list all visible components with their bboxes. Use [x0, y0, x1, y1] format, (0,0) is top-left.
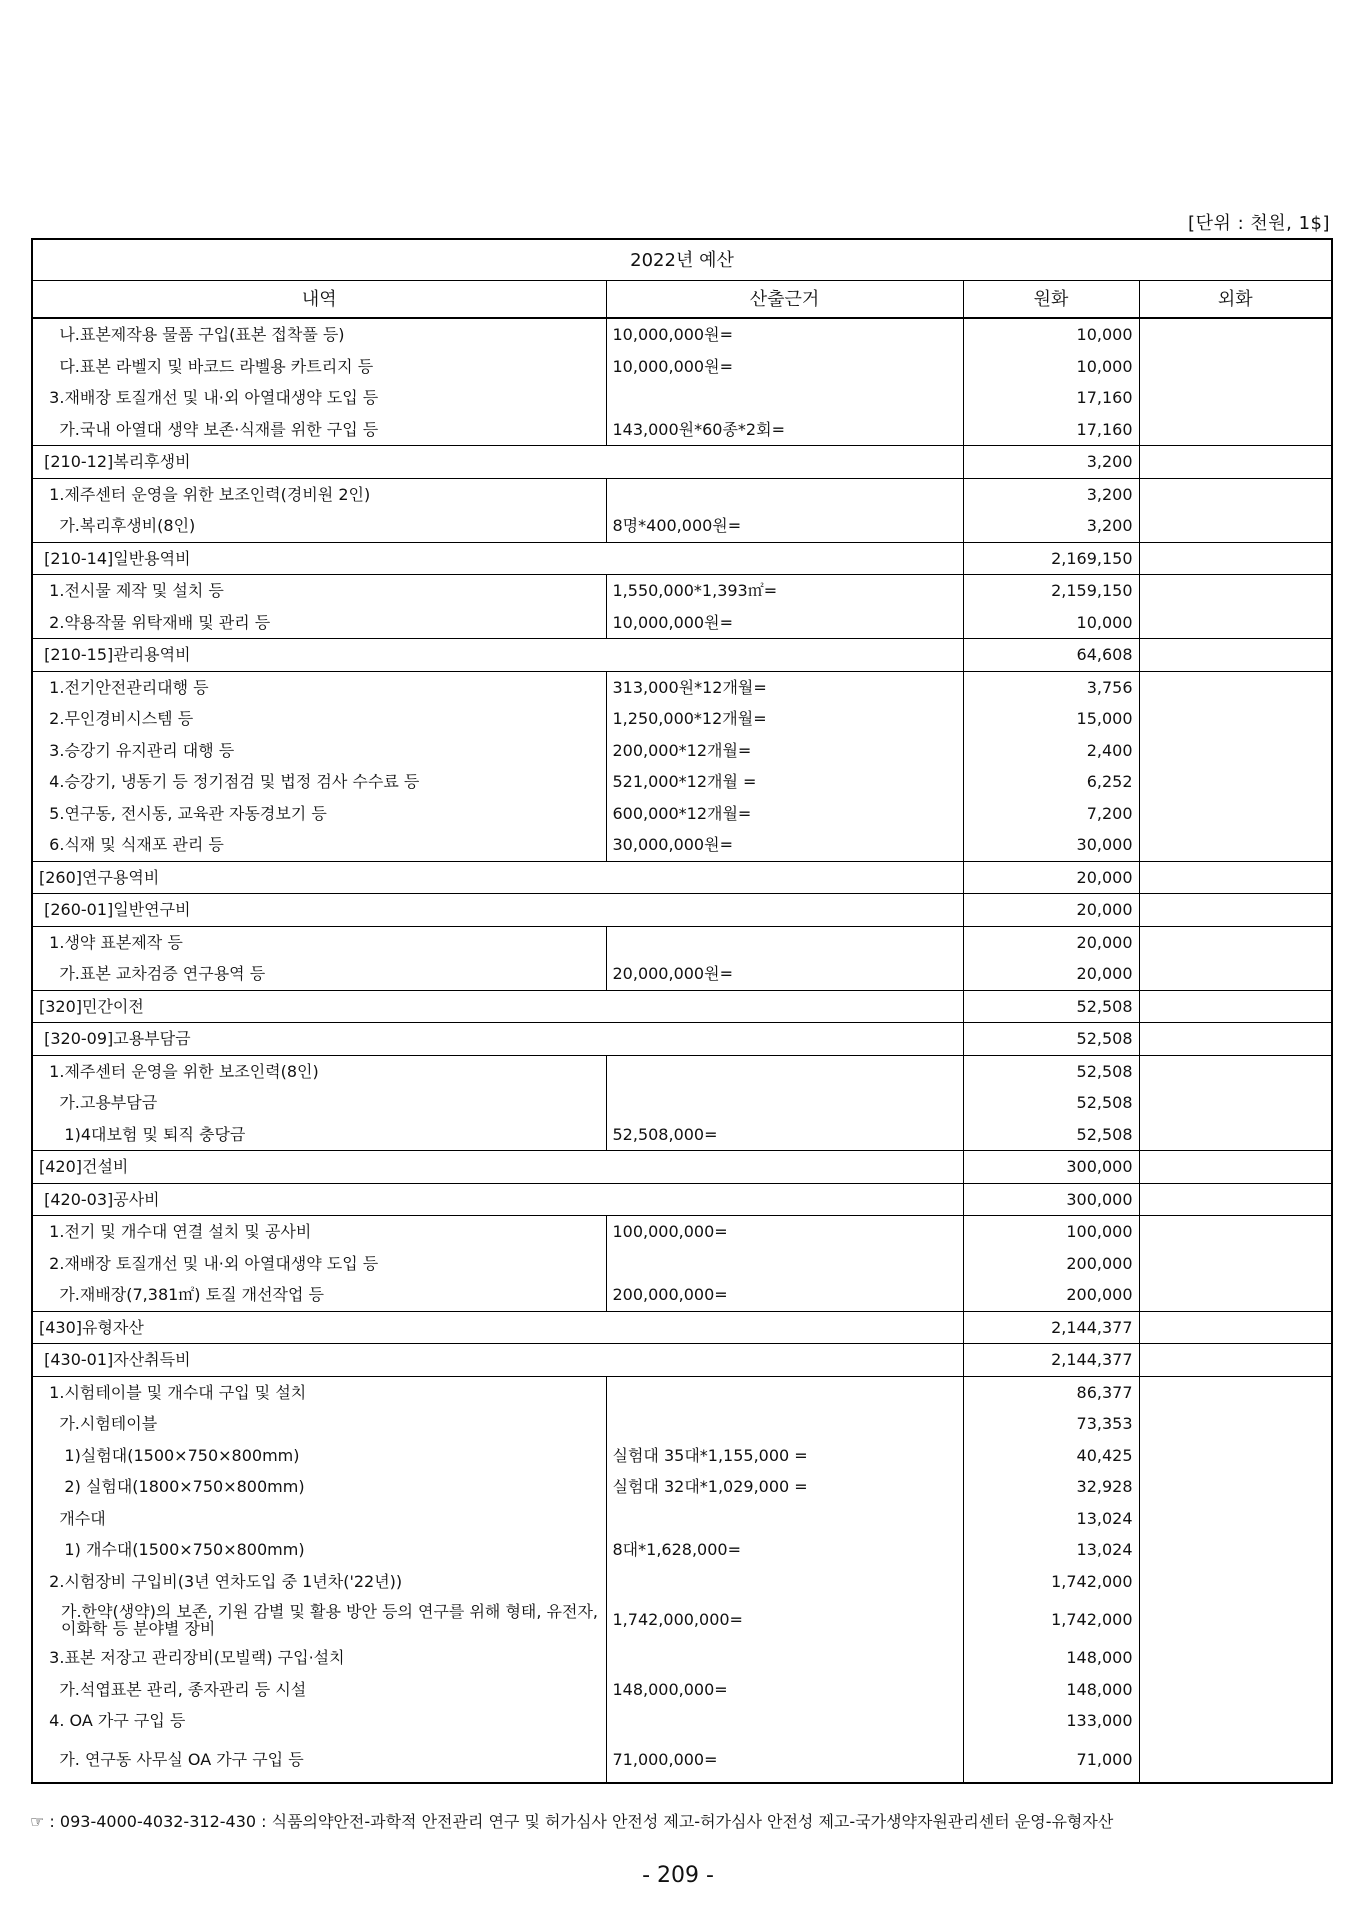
- calculation-basis: 10,000,000원=: [606, 607, 963, 639]
- amount-krw: 100,000: [963, 1216, 1139, 1248]
- amount-krw: 3,200: [963, 478, 1139, 510]
- amount-foreign: [1139, 478, 1332, 510]
- calculation-basis: 실험대 35대*1,155,000 =: [606, 1440, 963, 1472]
- category-row: [32, 1151, 1332, 1184]
- amount-krw: 20,000: [963, 926, 1139, 958]
- calculation-basis: [606, 1503, 963, 1535]
- category-label: [210-15]관리용역비: [32, 639, 963, 672]
- category-label: [420]건설비: [32, 1151, 963, 1184]
- amount-krw: 2,169,150: [963, 542, 1139, 575]
- amount-foreign: [1139, 671, 1332, 703]
- calculation-basis: [606, 1705, 963, 1737]
- amount-krw: 7,200: [963, 798, 1139, 830]
- amount-foreign: [1139, 1023, 1332, 1056]
- amount-foreign: [1139, 542, 1332, 575]
- amount-krw: 52,508: [963, 1087, 1139, 1119]
- item-description: 1.생약 표본제작 등: [32, 926, 606, 958]
- table-row: [32, 607, 1332, 639]
- amount-krw: 2,400: [963, 735, 1139, 767]
- amount-krw: 20,000: [963, 894, 1139, 927]
- amount-foreign: [1139, 1151, 1332, 1184]
- item-description: 2.무인경비시스템 등: [32, 703, 606, 735]
- table-row: [32, 1376, 1332, 1408]
- category-label: [210-14]일반용역비: [32, 542, 963, 575]
- item-description: 가.시험테이블: [32, 1408, 606, 1440]
- amount-foreign: [1139, 894, 1332, 927]
- amount-krw: 3,756: [963, 671, 1139, 703]
- table-row: [32, 1674, 1332, 1706]
- calculation-basis: 1,550,000*1,393㎡=: [606, 575, 963, 607]
- amount-krw: 2,159,150: [963, 575, 1139, 607]
- item-description: 가.석엽표본 관리, 종자관리 등 시설: [32, 1674, 606, 1706]
- category-row: [32, 1344, 1332, 1377]
- calculation-basis: 10,000,000원=: [606, 318, 963, 351]
- amount-krw: 2,144,377: [963, 1344, 1139, 1377]
- amount-foreign: [1139, 861, 1332, 894]
- table-row: [32, 351, 1332, 383]
- item-description: 나.표본제작용 물품 구입(표본 접착풀 등): [32, 318, 606, 351]
- amount-foreign: [1139, 1566, 1332, 1598]
- calculation-basis: 52,508,000=: [606, 1119, 963, 1151]
- amount-foreign: [1139, 1119, 1332, 1151]
- calculation-basis: 1,742,000,000=: [606, 1597, 963, 1642]
- calculation-basis: [606, 1055, 963, 1087]
- item-description: 가.복리후생비(8인): [32, 510, 606, 542]
- calculation-basis: 10,000,000원=: [606, 351, 963, 383]
- amount-foreign: [1139, 1597, 1332, 1642]
- amount-krw: 6,252: [963, 766, 1139, 798]
- table-body: [32, 318, 1332, 1783]
- category-label: [430-01]자산취득비: [32, 1344, 963, 1377]
- amount-foreign: [1139, 798, 1332, 830]
- table-row: [32, 829, 1332, 861]
- item-description: 4. OA 가구 구입 등: [32, 1705, 606, 1737]
- amount-foreign: [1139, 1216, 1332, 1248]
- calculation-basis: [606, 1376, 963, 1408]
- amount-krw: 52,508: [963, 1023, 1139, 1056]
- amount-foreign: [1139, 1344, 1332, 1377]
- amount-foreign: [1139, 639, 1332, 672]
- amount-foreign: [1139, 990, 1332, 1023]
- table-row: [32, 926, 1332, 958]
- header-basis: 산출근거: [606, 281, 963, 319]
- category-label: [260-01]일반연구비: [32, 894, 963, 927]
- table-row: [32, 735, 1332, 767]
- category-label: [320-09]고용부담금: [32, 1023, 963, 1056]
- amount-foreign: [1139, 1534, 1332, 1566]
- table-row: [32, 478, 1332, 510]
- calculation-basis: [606, 382, 963, 414]
- item-description: 3.승강기 유지관리 대행 등: [32, 735, 606, 767]
- amount-foreign: [1139, 1055, 1332, 1087]
- table-row: [32, 510, 1332, 542]
- amount-krw: 40,425: [963, 1440, 1139, 1472]
- amount-krw: 148,000: [963, 1674, 1139, 1706]
- item-description: 가.한약(생약)의 보존, 기원 감별 및 활용 방안 등의 연구를 위해 형태, 유전자, 이화학 등 분야별 장비: [32, 1597, 606, 1642]
- category-row: [32, 639, 1332, 672]
- amount-foreign: [1139, 318, 1332, 351]
- table-row: [32, 671, 1332, 703]
- amount-foreign: [1139, 510, 1332, 542]
- amount-krw: 3,200: [963, 446, 1139, 479]
- category-label: [430]유형자산: [32, 1311, 963, 1344]
- amount-krw: 133,000: [963, 1705, 1139, 1737]
- amount-krw: 17,160: [963, 414, 1139, 446]
- table-row: [32, 1119, 1332, 1151]
- amount-foreign: [1139, 1737, 1332, 1783]
- calculation-basis: 200,000,000=: [606, 1279, 963, 1311]
- amount-foreign: [1139, 1503, 1332, 1535]
- table-row: [32, 1279, 1332, 1311]
- category-row: [32, 861, 1332, 894]
- calculation-basis: 600,000*12개월=: [606, 798, 963, 830]
- item-description: 5.연구동, 전시동, 교육관 자동경보기 등: [32, 798, 606, 830]
- table-row: [32, 1087, 1332, 1119]
- amount-foreign: [1139, 1674, 1332, 1706]
- category-label: [320]민간이전: [32, 990, 963, 1023]
- calculation-basis: [606, 1408, 963, 1440]
- amount-foreign: [1139, 926, 1332, 958]
- calculation-basis: 30,000,000원=: [606, 829, 963, 861]
- amount-foreign: [1139, 1705, 1332, 1737]
- amount-foreign: [1139, 958, 1332, 990]
- calculation-basis: 1,250,000*12개월=: [606, 703, 963, 735]
- amount-krw: 200,000: [963, 1279, 1139, 1311]
- unit-label: [단위 : 천원, 1$]: [1188, 213, 1330, 234]
- amount-krw: 300,000: [963, 1183, 1139, 1216]
- item-description: 1)실험대(1500×750×800mm): [32, 1440, 606, 1472]
- calculation-basis: 100,000,000=: [606, 1216, 963, 1248]
- table-row: [32, 575, 1332, 607]
- amount-krw: 17,160: [963, 382, 1139, 414]
- table-row: [32, 318, 1332, 351]
- table-row: [32, 1471, 1332, 1503]
- item-description: 가.국내 아열대 생약 보존·식재를 위한 구입 등: [32, 414, 606, 446]
- amount-foreign: [1139, 703, 1332, 735]
- header-krw: 원화: [963, 281, 1139, 319]
- header-fx: 외화: [1139, 281, 1332, 319]
- table-row: [32, 1503, 1332, 1535]
- amount-krw: 10,000: [963, 318, 1139, 351]
- amount-foreign: [1139, 1376, 1332, 1408]
- amount-foreign: [1139, 1183, 1332, 1216]
- calculation-basis: 실험대 32대*1,029,000 =: [606, 1471, 963, 1503]
- item-description: 1) 개수대(1500×750×800mm): [32, 1534, 606, 1566]
- category-label: [260]연구용역비: [32, 861, 963, 894]
- amount-foreign: [1139, 607, 1332, 639]
- amount-foreign: [1139, 1642, 1332, 1674]
- footnote: ☞ : 093-4000-4032-312-430 : 식품의약안전-과학적 안전관리 연구 및 허가심사 안전성 제고-허가심사 안전성 제고-국가생약자원관리센터 운영-유형자산: [30, 1812, 1114, 1831]
- amount-krw: 71,000: [963, 1737, 1139, 1783]
- table-row: [32, 1642, 1332, 1674]
- table-row: [32, 1597, 1332, 1642]
- amount-krw: 1,742,000: [963, 1566, 1139, 1598]
- amount-foreign: [1139, 414, 1332, 446]
- header-desc: 내역: [32, 281, 606, 319]
- amount-krw: 15,000: [963, 703, 1139, 735]
- amount-krw: 20,000: [963, 861, 1139, 894]
- category-row: [32, 1311, 1332, 1344]
- item-description: 1.제주센터 운영을 위한 보조인력(경비원 2인): [32, 478, 606, 510]
- item-description: 개수대: [32, 1503, 606, 1535]
- category-row: [32, 1023, 1332, 1056]
- amount-foreign: [1139, 1471, 1332, 1503]
- item-description: 4.승강기, 냉동기 등 정기점검 및 법정 검사 수수료 등: [32, 766, 606, 798]
- table-row: [32, 1705, 1332, 1737]
- amount-foreign: [1139, 575, 1332, 607]
- item-description: 3.표본 저장고 관리장비(모빌랙) 구입·설치: [32, 1642, 606, 1674]
- category-label: [210-12]복리후생비: [32, 446, 963, 479]
- item-description: 1.전시물 제작 및 설치 등: [32, 575, 606, 607]
- item-description: 1.전기 및 개수대 연결 설치 및 공사비: [32, 1216, 606, 1248]
- amount-foreign: [1139, 735, 1332, 767]
- amount-foreign: [1139, 1408, 1332, 1440]
- calculation-basis: 71,000,000=: [606, 1737, 963, 1783]
- item-description: 2.시험장비 구입비(3년 연차도입 중 1년차('22년)): [32, 1566, 606, 1598]
- table-row: [32, 1534, 1332, 1566]
- amount-krw: 86,377: [963, 1376, 1139, 1408]
- amount-foreign: [1139, 446, 1332, 479]
- calculation-basis: [606, 926, 963, 958]
- calculation-basis: [606, 1248, 963, 1280]
- table-row: [32, 1737, 1332, 1783]
- item-description: 2.약용작물 위탁재배 및 관리 등: [32, 607, 606, 639]
- amount-krw: 52,508: [963, 1055, 1139, 1087]
- table-title: 2022년 예산: [32, 239, 1332, 281]
- category-row: [32, 542, 1332, 575]
- amount-foreign: [1139, 1248, 1332, 1280]
- item-description: 1)4대보험 및 퇴직 충당금: [32, 1119, 606, 1151]
- amount-krw: 2,144,377: [963, 1311, 1139, 1344]
- table-row: [32, 382, 1332, 414]
- table-row: [32, 798, 1332, 830]
- table-row: [32, 703, 1332, 735]
- amount-krw: 20,000: [963, 958, 1139, 990]
- amount-krw: 300,000: [963, 1151, 1139, 1184]
- table-row: [32, 958, 1332, 990]
- amount-krw: 148,000: [963, 1642, 1139, 1674]
- item-description: 1.제주센터 운영을 위한 보조인력(8인): [32, 1055, 606, 1087]
- amount-foreign: [1139, 382, 1332, 414]
- amount-krw: 30,000: [963, 829, 1139, 861]
- category-row: [32, 990, 1332, 1023]
- table-row: [32, 1440, 1332, 1472]
- calculation-basis: 8대*1,628,000=: [606, 1534, 963, 1566]
- amount-krw: 32,928: [963, 1471, 1139, 1503]
- category-row: [32, 1183, 1332, 1216]
- table-row: [32, 1566, 1332, 1598]
- budget-table: [31, 238, 1333, 1784]
- amount-foreign: [1139, 351, 1332, 383]
- amount-foreign: [1139, 1440, 1332, 1472]
- item-description: 1.전기안전관리대행 등: [32, 671, 606, 703]
- amount-krw: 52,508: [963, 990, 1139, 1023]
- table-row: [32, 414, 1332, 446]
- item-description: 6.식재 및 식재포 관리 등: [32, 829, 606, 861]
- amount-krw: 10,000: [963, 607, 1139, 639]
- amount-krw: 1,742,000: [963, 1597, 1139, 1642]
- calculation-basis: 20,000,000원=: [606, 958, 963, 990]
- amount-krw: 64,608: [963, 639, 1139, 672]
- item-description: 3.재배장 토질개선 및 내·외 아열대생약 도입 등: [32, 382, 606, 414]
- amount-krw: 13,024: [963, 1503, 1139, 1535]
- calculation-basis: [606, 1087, 963, 1119]
- amount-foreign: [1139, 1087, 1332, 1119]
- item-description: 가.표본 교차검증 연구용역 등: [32, 958, 606, 990]
- calculation-basis: 200,000*12개월=: [606, 735, 963, 767]
- amount-foreign: [1139, 829, 1332, 861]
- item-description: 가.고용부담금: [32, 1087, 606, 1119]
- item-description: 다.표본 라벨지 및 바코드 라벨용 카트리지 등: [32, 351, 606, 383]
- amount-krw: 13,024: [963, 1534, 1139, 1566]
- amount-foreign: [1139, 1311, 1332, 1344]
- calculation-basis: 313,000원*12개월=: [606, 671, 963, 703]
- table-row: [32, 766, 1332, 798]
- category-row: [32, 446, 1332, 479]
- amount-krw: 73,353: [963, 1408, 1139, 1440]
- amount-foreign: [1139, 1279, 1332, 1311]
- item-description: 2) 실험대(1800×750×800mm): [32, 1471, 606, 1503]
- category-label: [420-03]공사비: [32, 1183, 963, 1216]
- amount-krw: 200,000: [963, 1248, 1139, 1280]
- amount-foreign: [1139, 766, 1332, 798]
- calculation-basis: 148,000,000=: [606, 1674, 963, 1706]
- table-row: [32, 1216, 1332, 1248]
- item-description: 가.재배장(7,381㎡) 토질 개선작업 등: [32, 1279, 606, 1311]
- calculation-basis: [606, 1566, 963, 1598]
- calculation-basis: 8명*400,000원=: [606, 510, 963, 542]
- category-row: [32, 894, 1332, 927]
- amount-krw: 52,508: [963, 1119, 1139, 1151]
- amount-krw: 10,000: [963, 351, 1139, 383]
- page-number: - 209 -: [642, 1863, 714, 1888]
- calculation-basis: 521,000*12개월 =: [606, 766, 963, 798]
- table-row: [32, 1248, 1332, 1280]
- amount-krw: 3,200: [963, 510, 1139, 542]
- item-description: 가. 연구동 사무실 OA 가구 구입 등: [32, 1737, 606, 1783]
- calculation-basis: 143,000원*60종*2회=: [606, 414, 963, 446]
- item-description: 2.재배장 토질개선 및 내·외 아열대생약 도입 등: [32, 1248, 606, 1280]
- calculation-basis: [606, 478, 963, 510]
- table-row: [32, 1408, 1332, 1440]
- calculation-basis: [606, 1642, 963, 1674]
- item-description: 1.시험테이블 및 개수대 구입 및 설치: [32, 1376, 606, 1408]
- table-row: [32, 1055, 1332, 1087]
